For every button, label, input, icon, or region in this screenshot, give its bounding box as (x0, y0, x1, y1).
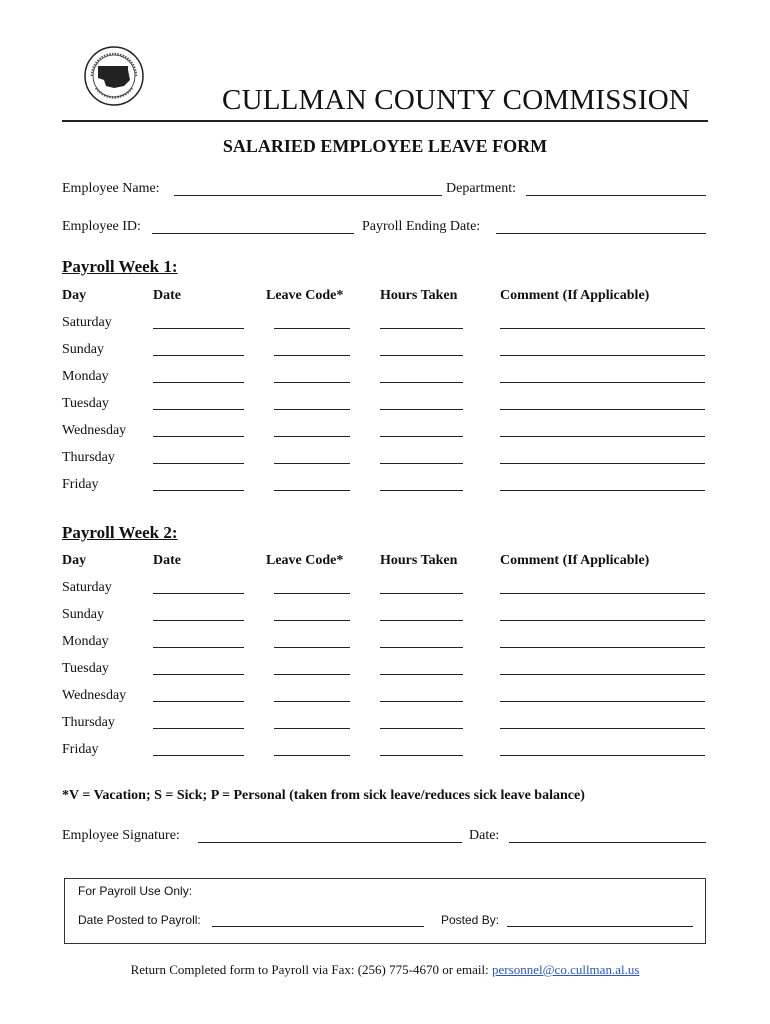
col-day: Day (62, 553, 87, 568)
leave-code-field[interactable] (274, 490, 350, 491)
comment-field[interactable] (500, 436, 705, 437)
leave-code-field[interactable] (274, 355, 350, 356)
date-field[interactable] (153, 355, 244, 356)
page-title: CULLMAN COUNTY COMMISSION (222, 84, 690, 116)
hours-taken-field[interactable] (380, 674, 463, 675)
hours-taken-field[interactable] (380, 701, 463, 702)
hours-taken-field[interactable] (380, 328, 463, 329)
date-field[interactable] (153, 728, 244, 729)
leave-code-field[interactable] (274, 382, 350, 383)
date-field[interactable] (153, 490, 244, 491)
hours-taken-field[interactable] (380, 728, 463, 729)
date-field[interactable] (153, 593, 244, 594)
date-field[interactable] (153, 701, 244, 702)
hours-taken-field[interactable] (380, 436, 463, 437)
comment-field[interactable] (500, 409, 705, 410)
employee-name-label: Employee Name: (62, 181, 160, 196)
leave-code-field[interactable] (274, 701, 350, 702)
employee-signature-field[interactable] (198, 842, 462, 843)
footer-text: Return Completed form to Payroll via Fax: (256) 775-4670 or email: (130, 962, 493, 977)
footer-return-instructions (0, 962, 770, 978)
col-date: Date (153, 288, 181, 303)
hours-taken-field[interactable] (380, 593, 463, 594)
week2-day: Friday (62, 742, 99, 757)
date-field[interactable] (153, 436, 244, 437)
title-divider (62, 120, 708, 122)
comment-field[interactable] (500, 701, 705, 702)
payroll-ending-date-field[interactable] (496, 233, 706, 234)
hours-taken-field[interactable] (380, 647, 463, 648)
comment-field[interactable] (500, 755, 705, 756)
comment-field[interactable] (500, 490, 705, 491)
date-posted-label: Date Posted to Payroll: (78, 913, 201, 927)
date-field[interactable] (153, 409, 244, 410)
leave-code-field[interactable] (274, 620, 350, 621)
hours-taken-field[interactable] (380, 409, 463, 410)
col-comment: Comment (If Applicable) (500, 553, 650, 568)
leave-code-field[interactable] (274, 728, 350, 729)
week2-day: Sunday (62, 607, 104, 622)
week1-day: Monday (62, 369, 109, 384)
week2-day: Wednesday (62, 688, 127, 703)
week1-day: Thursday (62, 450, 115, 465)
comment-field[interactable] (500, 674, 705, 675)
hours-taken-field[interactable] (380, 355, 463, 356)
week1-day: Sunday (62, 342, 104, 357)
col-leave-code: Leave Code* (266, 288, 344, 303)
employee-signature-label: Employee Signature: (62, 828, 180, 843)
comment-field[interactable] (500, 355, 705, 356)
comment-field[interactable] (500, 593, 705, 594)
leave-code-field[interactable] (274, 647, 350, 648)
hours-taken-field[interactable] (380, 463, 463, 464)
employee-id-field[interactable] (152, 233, 354, 234)
payroll-ending-date-label: Payroll Ending Date: (362, 219, 481, 234)
week2-day: Tuesday (62, 661, 109, 676)
employee-name-field[interactable] (174, 195, 442, 196)
week1-day: Friday (62, 477, 99, 492)
col-hours-taken: Hours Taken (380, 553, 458, 568)
week1-day: Saturday (62, 315, 112, 330)
week2-day: Saturday (62, 580, 112, 595)
date-field[interactable] (153, 382, 244, 383)
hours-taken-field[interactable] (380, 382, 463, 383)
leave-code-legend: *V = Vacation; S = Sick; P = Personal (taken from sick leave/reduces sick leave balance) (62, 788, 585, 803)
form-subtitle: SALARIED EMPLOYEE LEAVE FORM (222, 136, 548, 156)
date-field[interactable] (153, 620, 244, 621)
date-posted-field[interactable] (212, 926, 424, 927)
date-field[interactable] (153, 647, 244, 648)
comment-field[interactable] (500, 620, 705, 621)
leave-code-field[interactable] (274, 436, 350, 437)
leave-code-field[interactable] (274, 593, 350, 594)
signature-date-label: Date: (469, 828, 500, 843)
leave-code-field[interactable] (274, 409, 350, 410)
email-link[interactable]: personnel@co.cullman.al.us (492, 962, 640, 977)
hours-taken-field[interactable] (380, 620, 463, 621)
col-leave-code: Leave Code* (266, 553, 344, 568)
payroll-use-title: For Payroll Use Only: (78, 884, 193, 898)
col-comment: Comment (If Applicable) (500, 288, 650, 303)
comment-field[interactable] (500, 328, 705, 329)
department-field[interactable] (526, 195, 706, 196)
col-day: Day (62, 288, 87, 303)
comment-field[interactable] (500, 647, 705, 648)
payroll-week-1-title: Payroll Week 1: (62, 257, 178, 276)
posted-by-field[interactable] (507, 926, 693, 927)
col-date: Date (153, 553, 181, 568)
week1-day: Wednesday (62, 423, 127, 438)
hours-taken-field[interactable] (380, 755, 463, 756)
leave-code-field[interactable] (274, 463, 350, 464)
comment-field[interactable] (500, 728, 705, 729)
date-field[interactable] (153, 328, 244, 329)
employee-id-label: Employee ID: (62, 219, 141, 234)
signature-date-field[interactable] (509, 842, 706, 843)
date-field[interactable] (153, 755, 244, 756)
hours-taken-field[interactable] (380, 490, 463, 491)
date-field[interactable] (153, 463, 244, 464)
leave-code-field[interactable] (274, 674, 350, 675)
week2-day: Monday (62, 634, 109, 649)
leave-code-field[interactable] (274, 328, 350, 329)
posted-by-label: Posted By: (441, 913, 500, 927)
comment-field[interactable] (500, 382, 705, 383)
week2-day: Thursday (62, 715, 115, 730)
col-hours-taken: Hours Taken (380, 288, 458, 303)
payroll-week-2-title: Payroll Week 2: (62, 523, 178, 542)
leave-code-field[interactable] (274, 755, 350, 756)
comment-field[interactable] (500, 463, 705, 464)
date-field[interactable] (153, 674, 244, 675)
department-label: Department: (446, 181, 516, 196)
week1-day: Tuesday (62, 396, 109, 411)
